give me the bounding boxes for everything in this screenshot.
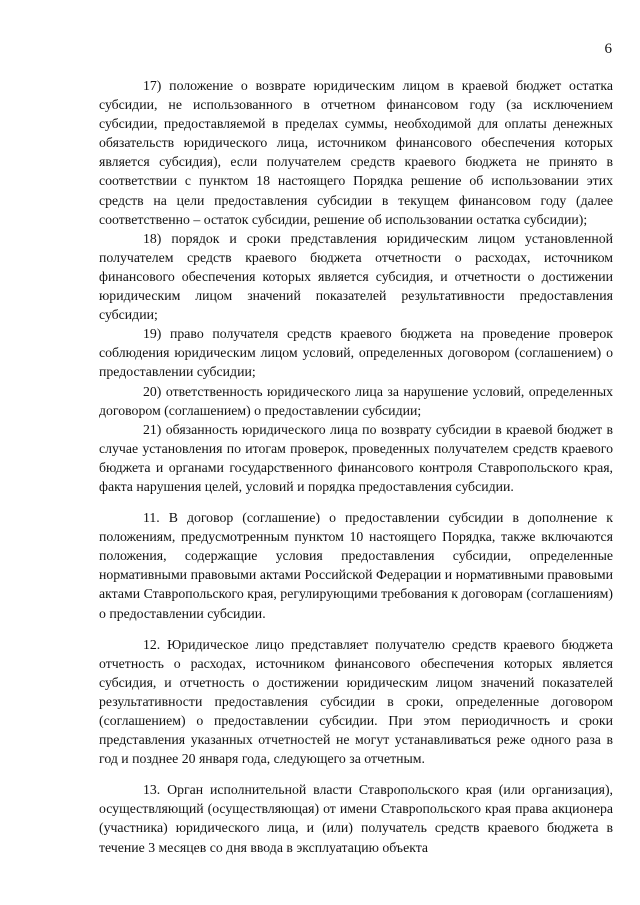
paragraph-item-17: 17) положение о возврате юридическим лицом в краевой бюджет остатка субсидии, не использованного в отчетном финансовом году (за исключением субсидии, предоставляемой в пределах суммы, необходимой для оплаты денежных обязательств юридического лица, источником финансового обеспечения которых является субсидия), если получателем средств краевого бюджета не принято в соответствии с пунктом 18 настоящего Порядка решение об использовании этих средств на цели предоставления субсидии в текущем финансовом году (далее соответственно – остаток субсидии, решение об использовании остатка субсидии); [99,78,613,227]
paragraph-item-18: 18) порядок и сроки представления юридическим лицом установленной получателем средств краевого бюджета отчетности о расходах, источником финансового обеспечения которых является субсидия, и отчетности о достижении юридическим лицом значений показателей результативности предоставления субсидии; [99,230,613,323]
paragraph-clause-13: 13. Орган исполнительной власти Ставропольского края (или организация), осуществляющий (осуществляющая) от имени Ставропольского края права акционера (участника) юридического лица, и (или) получатель средств краевого бюджета в течение 3 месяцев со дня ввода в эксплуатацию объекта [99,782,613,855]
document-body [99,76,613,857]
paragraph-item-21: 21) обязанность юридического лица по возврату субсидии в краевой бюджет в случае установления по итогам проверок, проведенных получателем средств краевого бюджета и органами государственного финансового контроля Ставропольского края, факта нарушения целей, условий и порядка предоставления субсидии. [99,421,613,494]
paragraph-clause-11: 11. В договор (соглашение) о предоставлении субсидии в дополнение к положениям, предусмотренным пунктом 10 настоящего Порядка, также включаются положения, содержащие условия предоставления субсидии, определенные нормативными правовыми актами Российской Федерации и нормативными правовыми актами Ставропольского края, регулирующими требования к договорам (соглашениям) о предоставлении субсидии. [99,510,613,621]
paragraph-clause-12: 12. Юридическое лицо представляет получателю средств краевого бюджета отчетность о расходах, источником финансового обеспечения которых является субсидия, и отчетность о достижении юридическим лицом значений показателей результативности предоставления субсидии в сроки, определенные договором (соглашением) о предоставлении субсидии. При этом периодичность и сроки представления указанных отчетностей не могут устанавливаться реже одного раза в год и позднее 20 января года, следующего за отчетным. [99,636,613,767]
paragraph-item-20: 20) ответственность юридического лица за нарушение условий, определенных договором (соглашением) о предоставлении субсидии; [99,383,613,418]
paragraph-item-19: 19) право получателя средств краевого бюджета на проведение проверок соблюдения юридическим лицом условий, определенных договором (соглашением) о предоставлении субсидии; [99,326,613,380]
page-number: 6 [604,41,612,57]
